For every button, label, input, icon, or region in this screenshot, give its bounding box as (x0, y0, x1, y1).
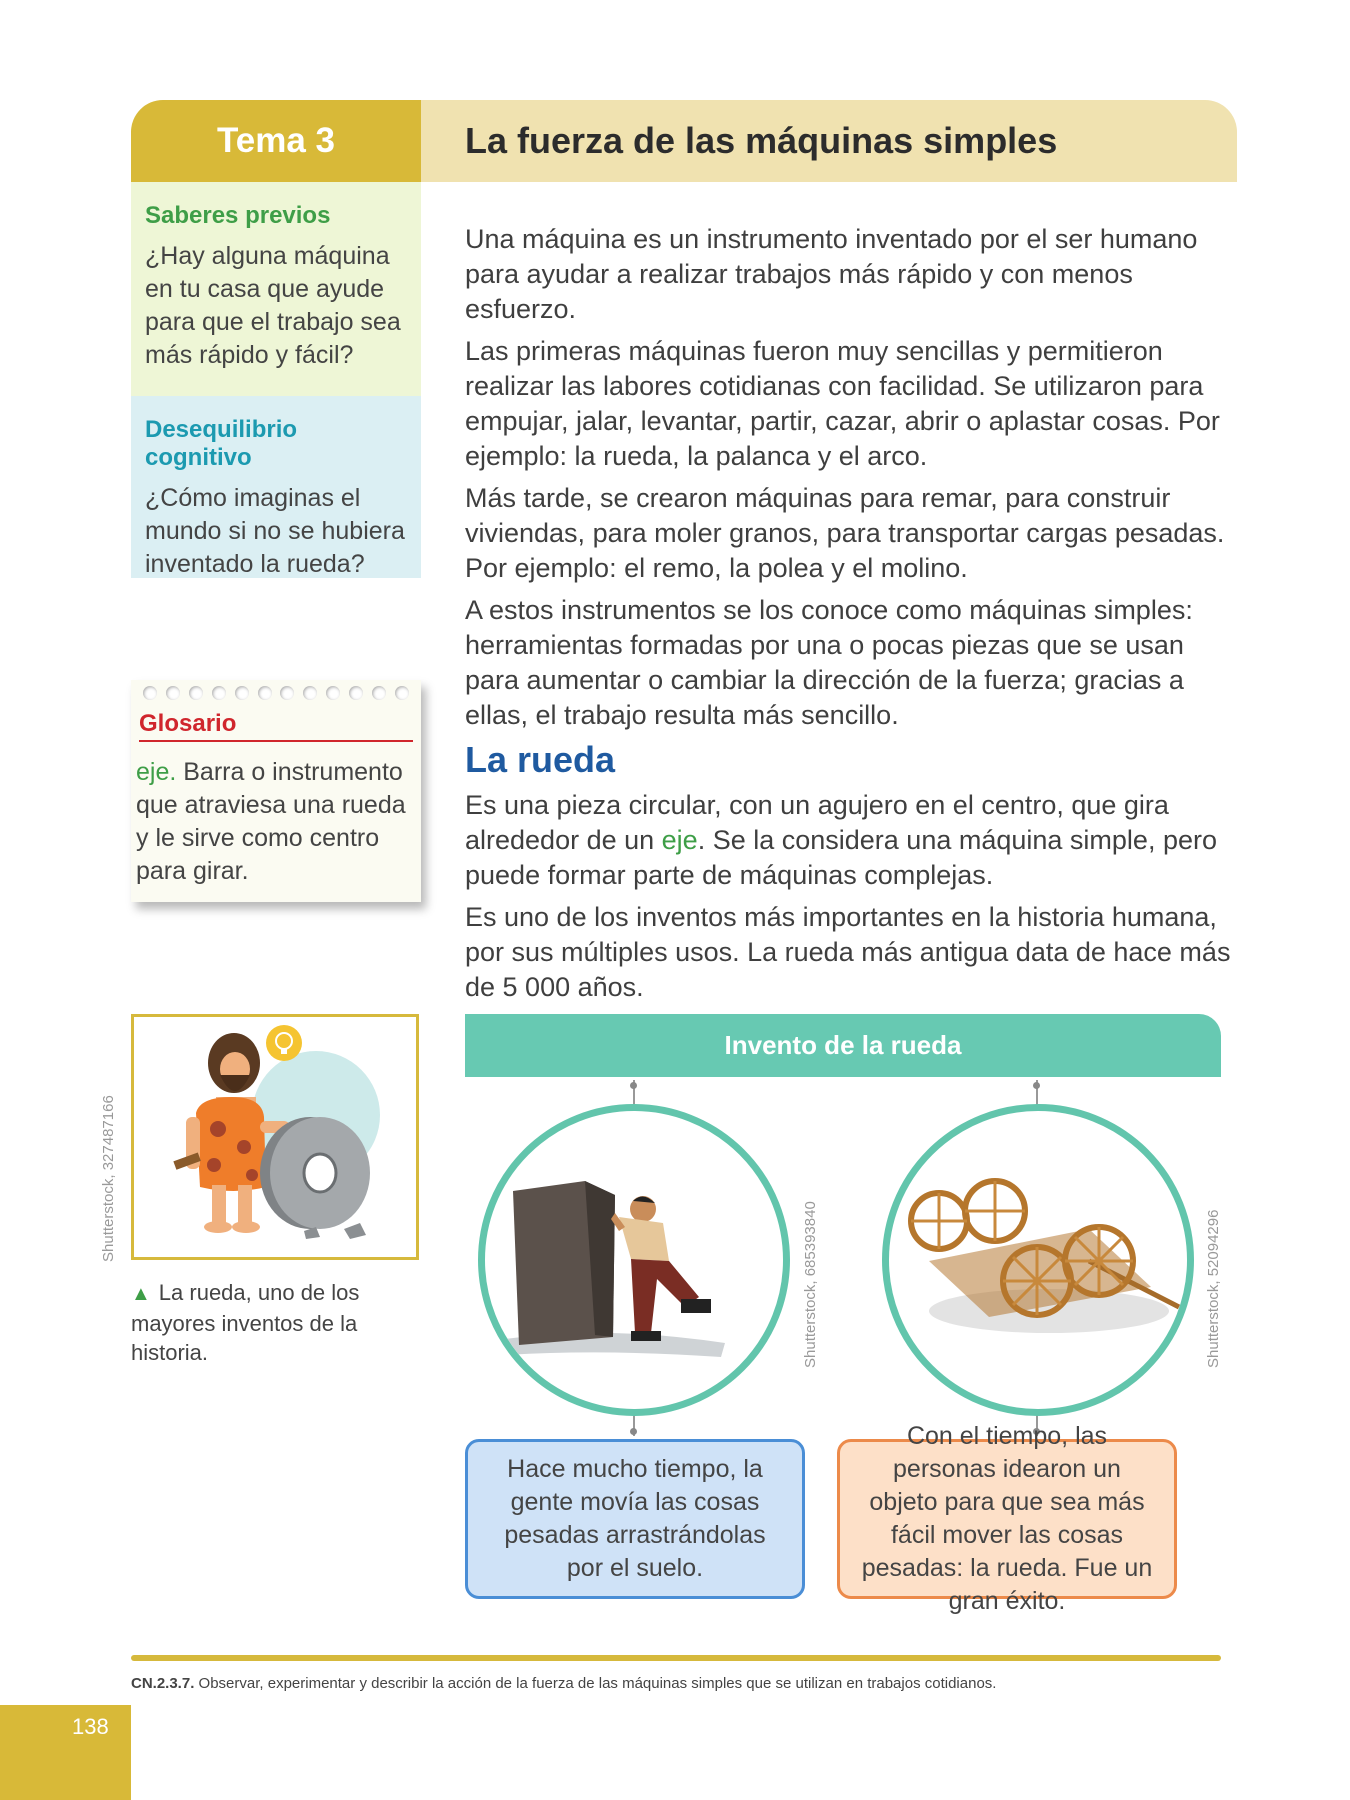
photo-credit: Shutterstock, 685393840 (802, 1201, 819, 1368)
page-number-box (0, 1705, 131, 1800)
photo-credit: Shutterstock, 52094296 (1205, 1209, 1222, 1368)
glosario-term: eje. (136, 758, 177, 786)
tema-label: Tema 3 (131, 100, 421, 182)
man-pushing-block-image (485, 1111, 783, 1409)
paragraph: Es uno de los inventos más importantes en la historia humana, por sus múltiples usos. La rueda más antigua data de hace más de 5 000 años. (465, 902, 1231, 1002)
man-pushing-block-circle (478, 1104, 790, 1416)
wheeled-cart-image (889, 1111, 1187, 1409)
page-number: 138 (72, 1714, 109, 1739)
infographic-title: Invento de la rueda (465, 1014, 1221, 1077)
paragraph: Más tarde, se crearon máquinas para remar, para construir viviendas, para moler granos, para transportar cargas pesadas. Por ejemplo: el remo, la polea y el molino. (465, 483, 1225, 583)
lightbulb-icon (266, 1025, 302, 1061)
connector-dot (1033, 1082, 1040, 1089)
photo-credit: Shutterstock, 327487166 (100, 1095, 117, 1262)
card-wheel-invention: Con el tiempo, las personas idearon un objeto para que sea más fácil mover las cosas pesadas: la rueda. Fue un gran éxito. (837, 1439, 1177, 1599)
saberes-previos-box (131, 182, 421, 396)
standard-code: CN.2.3.7. (131, 1675, 195, 1692)
connector-dot (630, 1082, 637, 1089)
saberes-previos-text: ¿Hay alguna máquina en tu casa que ayude para que el trabajo sea más rápido y fácil? (145, 242, 401, 369)
section-title-la-rueda: La rueda (465, 739, 616, 780)
triangle-bullet-icon: ▲ (131, 1283, 151, 1305)
desequilibrio-box (131, 396, 421, 578)
paragraph: A estos instrumentos se los conoce como máquinas simples: herramientas formadas por una o pocas piezas que se usan para aumentar o cambiar la dirección de la fuerza; gracias a ellas, el trabajo resulta más sencillo. (465, 595, 1193, 730)
glosario-title: Glosario (139, 710, 413, 742)
wheeled-cart-circle (882, 1104, 1194, 1416)
page-title: La fuerza de las máquinas simples (421, 100, 1237, 182)
page-header (131, 100, 1237, 182)
desequilibrio-title: Desequilibrio cognitivo (145, 416, 298, 471)
figure-caption: ▲ La rueda, uno de los mayores inventos de la historia. (131, 1280, 360, 1365)
glosario-definition (136, 756, 416, 888)
connector-dot (630, 1428, 637, 1435)
glosario-definition-text: Barra o instrumento que atraviesa una rueda y le sirve como centro para girar. (136, 758, 406, 885)
paragraph: Las primeras máquinas fueron muy sencillas y permitieron realizar las labores cotidianas con facilidad. Se utilizaron para empujar, jalar, levantar, partir, cazar, abrir o aplastar cosas. Por ejemplo: la rueda, la palanca y el arco. (465, 336, 1220, 471)
card-drag-objects: Hace mucho tiempo, la gente movía las cosas pesadas arrastrándolas por el suelo. (465, 1439, 805, 1599)
saberes-previos-title: Saberes previos (145, 202, 331, 229)
desequilibrio-text: ¿Cómo imaginas el mundo si no se hubiera inventado la rueda? (145, 484, 405, 578)
caveman-wheel-image (134, 1017, 416, 1257)
keyword-eje: eje (661, 825, 698, 855)
curriculum-standard: CN.2.3.7. Observar, experimentar y describir la acción de la fuerza de las máquinas simples que se utilizan en trabajos cotidianos. (131, 1675, 997, 1692)
notepad-holes (131, 680, 421, 706)
paragraph: Una máquina es un instrumento inventado por el ser humano para ayudar a realizar trabajos más rápido y con menos esfuerzo. (465, 224, 1198, 324)
footer-divider (131, 1655, 1221, 1661)
glosario-note (131, 680, 421, 902)
caveman-wheel-illustration (131, 1014, 419, 1260)
main-content (465, 222, 1245, 1012)
paragraph: Es una pieza circular, con un agujero en el centro, que gira alrededor de un eje. Se la considera una máquina simple, pero puede formar parte de máquinas complejas. (465, 790, 1217, 890)
